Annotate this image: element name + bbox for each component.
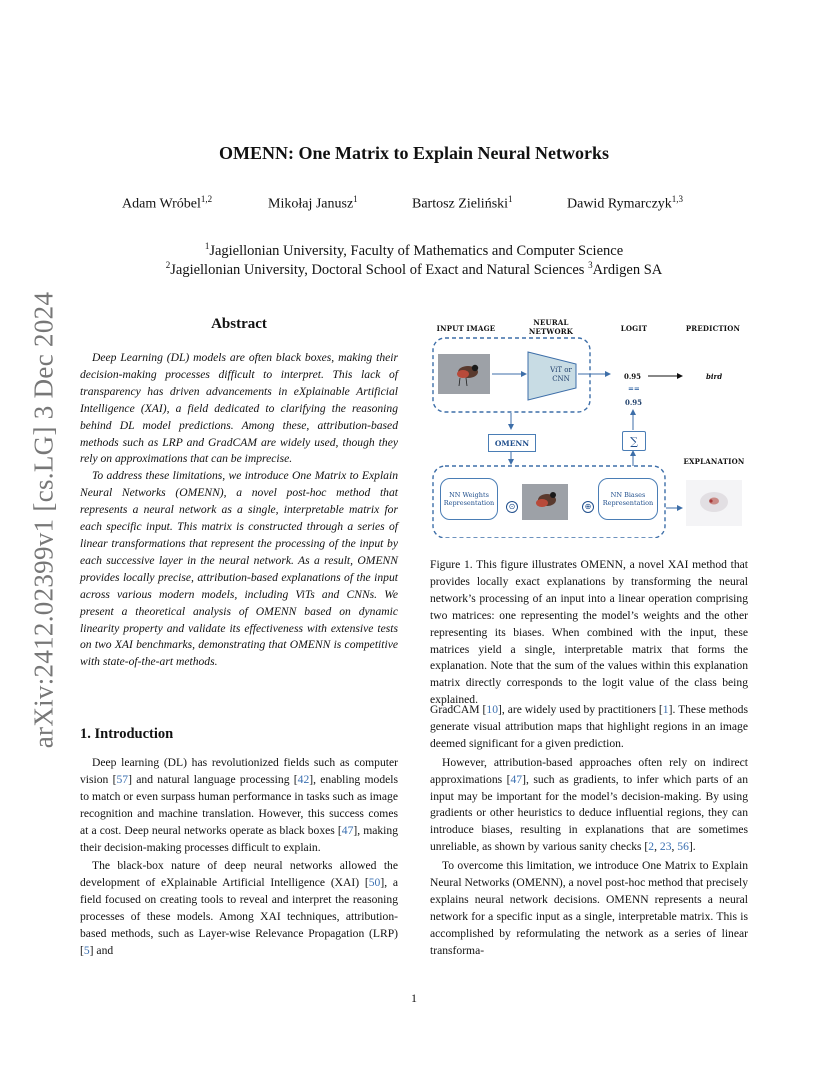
addition-icon: ⊕ — [582, 501, 594, 513]
citation-link[interactable]: 5 — [83, 943, 90, 957]
author-affiliation: 1 — [353, 194, 358, 204]
sum-icon: ∑ — [622, 431, 646, 451]
nn-weights-box: NN Weights Representation — [440, 478, 498, 520]
affiliation-line-1: $^1$Jagiellonian University, Faculty of Mathematics and Computer Science — [204, 241, 624, 259]
right-paragraph-1: GradCAM [10], are widely used by practitioners [1]. These methods generate visual attribution maps that highlight regions in an image deemed significant for a given prediction. — [430, 703, 748, 750]
hadamard-product-icon: ⊙ — [506, 501, 518, 513]
omenn-box: OMENN — [488, 434, 536, 452]
right-paragraph-2: However, attribution-based approaches often rely on indirect approximations [47], such as gradients, to infer which parts of an input may be important for the model’s decision-making. By using gradients or other heuristics to deduce influential regions, they can introduce biases, resulting in explanations that are sometimes unreliable, as shown by various sanity checks [2, 23, 56]. — [430, 755, 749, 854]
citation-link[interactable]: 1 — [662, 703, 669, 716]
right-paragraph-3: To overcome this limitation, we introduce One Matrix to Explain Neural Networks (OMENN), a novel post-hoc method that precisely explains neural network decisions. OMENN represents a neural network for a specific input as a single, interpretable matrix. This is accomplished by reformulating the network as a series of linear transforma- — [430, 859, 748, 957]
model-label: ViT or CNN — [550, 366, 572, 383]
header-explanation: EXPLANATION — [683, 457, 745, 466]
abstract-paragraph-2: To address these limitations, we introduce One Matrix to Explain Neural Networks (OMENN), a novel post-hoc method that represents a neural network as a single, interpretable matrix for each specific input. This matrix is constructed through a series of linear transformations that represent the processing of the input by each successive layer in the neural network. As a result, OMENN provides locally precise, attribution-based explanations of the input across various modern models, including ViTs and CNNs. We present a theoretical analysis of OMENN based on dynamic linearity property and validate its effectiveness with extensive tests on two XAI benchmarks, demonstrating that OMENN is competitive with state-of-the-art methods. — [80, 469, 398, 669]
bird-image-small — [522, 484, 568, 520]
abstract-body — [80, 350, 398, 671]
logit-value: 0.95 — [624, 372, 642, 381]
citation-link[interactable]: 47 — [510, 772, 523, 786]
abstract-paragraph-1: Deep Learning (DL) models are often black boxes, making their decision-making processes difficult to interpret. This lack of transparency has driven advancements in eXplainable Artificial Intelligence (XAI), a field dedicated to clarifying the reasoning behind DL model predictions. Among these, attribution-based methods such as LRP and GradCAM are widely used, though they rely on approximations that can be imprecise. — [80, 351, 398, 466]
author-name: Bartosz Zieliński — [412, 196, 509, 212]
affiliation-line-2: $^2$Jagiellonian University, Doctoral School of Exact and Natural Sciences $^3$Ardigen SA — [165, 260, 663, 278]
author-name: Adam Wróbel — [122, 196, 201, 212]
bird-image — [438, 354, 490, 394]
author-affiliation: 1,3 — [671, 194, 684, 204]
equals-sign: == — [628, 384, 640, 393]
author-1 — [122, 194, 212, 213]
figure-caption — [430, 557, 748, 709]
author-affiliation: 1 — [508, 194, 513, 204]
caption-text: This figure illustrates OMENN, a novel XAI method that provides locally exact explanations by transforming the neural network’s processing of an input into a linear operation comprising two matrices: one representing the model’s weights and the other representing its biases. When combined with the input, these matrices yield a single, interpretable matrix that forms the explanation. Note that the sum of the values within this explanation matrix directly corresponds to the logit value of the class being explained. — [430, 558, 748, 707]
citation-link[interactable]: 23 — [659, 840, 672, 854]
sum-value: 0.95 — [625, 398, 643, 407]
header-input-image: INPUT IMAGE — [436, 324, 496, 333]
intro-paragraph-1: Deep learning (DL) has revolutionized fields such as computer vision [57] and natural language processing [42], enabling models to match or even surpass human performance in tasks such as image recognition and machine translation. However, this success comes at a cost. Deep neural networks operate as black boxes [47], making their decision-making processes difficult to explain. — [80, 756, 398, 854]
intro-body — [80, 755, 398, 962]
author-name: Mikołaj Janusz — [268, 196, 354, 212]
header-prediction: PREDICTION — [685, 324, 741, 333]
arxiv-identifier: arXiv:2412.02399v1 [cs.LG] 3 Dec 2024 — [28, 291, 59, 749]
abstract-heading: Abstract — [211, 316, 267, 332]
author-3 — [412, 194, 513, 213]
author-affiliation: 1,2 — [200, 194, 213, 204]
page-number: 1 — [411, 991, 417, 1005]
header-logit: LOGIT — [620, 324, 648, 333]
explanation-heatmap — [686, 480, 742, 526]
intro-paragraph-2: The black-box nature of deep neural networks allowed the development of eXplainable Artificial Intelligence (XAI) [50], a field focused on creating tools to reveal and interpret the reasoning processes of these models. Among XAI techniques, attribution-based methods, such as Layer-wise Relevance Propagation (LRP) [5] and — [80, 859, 398, 957]
citation-link[interactable]: 42 — [297, 772, 310, 786]
figure-1 — [430, 312, 750, 538]
citation-link[interactable]: 56 — [677, 840, 689, 854]
paper-title: OMENN: One Matrix to Explain Neural Networks — [219, 143, 609, 163]
citation-link[interactable]: 10 — [486, 703, 498, 716]
citation-link[interactable]: 47 — [341, 823, 354, 837]
nn-biases-box: NN Biases Representation — [598, 478, 658, 520]
citation-link[interactable]: 2 — [648, 840, 655, 854]
citation-link[interactable]: 50 — [368, 876, 381, 890]
author-name: Dawid Rymarczyk — [567, 196, 672, 212]
section-heading-introduction: 1. Introduction — [80, 726, 174, 742]
header-neural-network: NEURAL NETWORK — [528, 318, 574, 336]
caption-prefix: Figure 1. — [430, 558, 473, 571]
author-4 — [567, 194, 683, 213]
right-column-body — [430, 702, 748, 962]
prediction-value: bird — [706, 372, 723, 381]
citation-link[interactable]: 57 — [116, 772, 129, 786]
author-2 — [268, 194, 358, 213]
